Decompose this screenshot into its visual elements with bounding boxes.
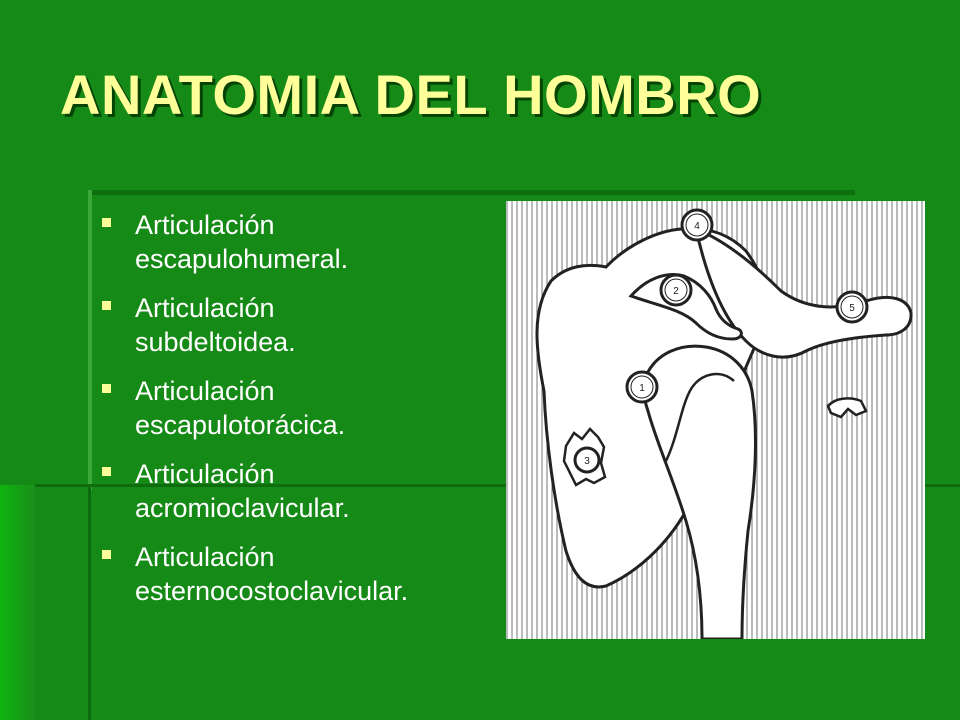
background-divider-vertical	[88, 487, 91, 720]
bullet-item	[100, 208, 500, 276]
square-bullet-icon	[102, 550, 111, 559]
square-bullet-icon	[102, 218, 111, 227]
bullet-item	[100, 374, 500, 442]
joint-label-5	[837, 292, 867, 322]
joint-label-4	[682, 210, 712, 240]
bullet-line: Articulación	[135, 376, 275, 406]
bullet-line: Articulación	[135, 210, 275, 240]
bullet-text	[135, 457, 350, 525]
joint-label-text: 1	[639, 383, 645, 394]
joint-label-text: 2	[673, 286, 679, 297]
bullet-line: esternocostoclavicular.	[135, 576, 409, 606]
background-stripe	[0, 485, 35, 720]
square-bullet-icon	[102, 384, 111, 393]
bullet-text	[135, 291, 296, 359]
bullet-item	[100, 457, 500, 525]
joint-label-2	[661, 275, 691, 305]
bullet-text	[135, 374, 345, 442]
bullet-line: acromioclavicular.	[135, 493, 350, 523]
square-bullet-icon	[102, 467, 111, 476]
joint-label-text: 3	[584, 456, 590, 467]
bullet-line: subdeltoidea.	[135, 327, 296, 357]
bullet-list	[100, 208, 500, 623]
bullet-item	[100, 291, 500, 359]
joint-label-1	[627, 372, 657, 402]
bullet-line: escapulohumeral.	[135, 244, 349, 274]
slide-title: ANATOMIA DEL HOMBRO	[60, 63, 762, 126]
square-bullet-icon	[102, 301, 111, 310]
joint-label-text: 5	[849, 303, 855, 314]
panel-top-edge	[88, 190, 855, 195]
bullet-text	[135, 208, 348, 276]
bullet-line: Articulación	[135, 542, 275, 572]
bullet-text	[135, 540, 408, 608]
bullet-item	[100, 540, 500, 608]
bullet-line: escapulotorácica.	[135, 410, 346, 440]
shoulder-anatomy-diagram	[506, 201, 925, 639]
joint-label-text: 4	[694, 221, 700, 232]
joint-label-3	[575, 448, 599, 472]
bullet-line: Articulación	[135, 293, 275, 323]
panel-left-edge	[88, 190, 92, 490]
shoulder-drawing	[506, 201, 925, 639]
bullet-line: Articulación	[135, 459, 275, 489]
